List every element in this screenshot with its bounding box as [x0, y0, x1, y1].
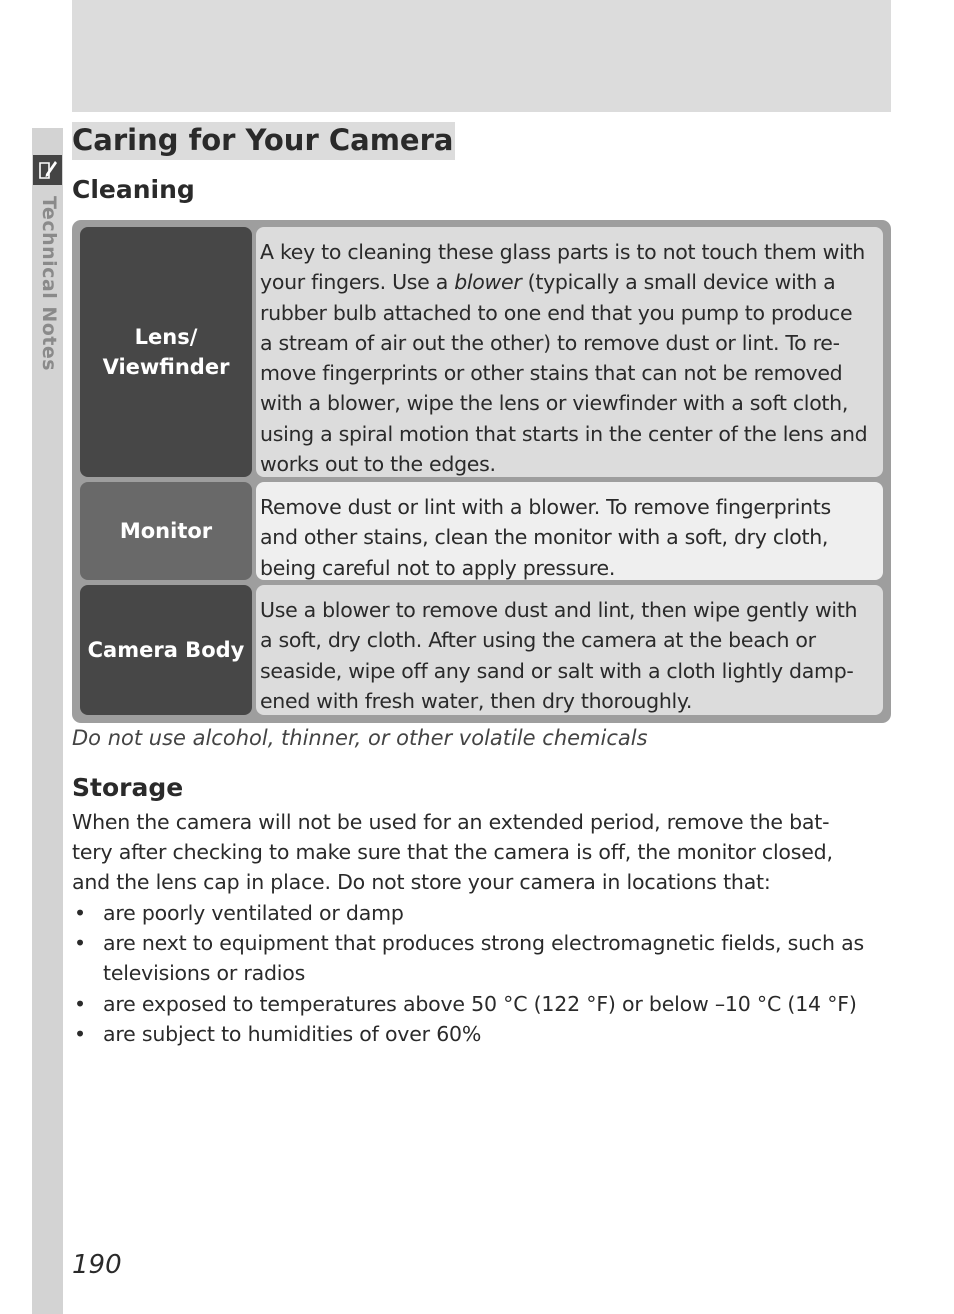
text-line: with a blower, wipe the lens or viewfinder with a soft cloth, [260, 391, 849, 416]
table-row-monitor [72, 482, 891, 580]
list-item: • are exposed to temperatures above 50 °C (122 °F) or below –10 °C (14 °F) [72, 989, 891, 1019]
table-row-camera-body [72, 585, 891, 715]
row-label-line: Monitor [119, 519, 213, 543]
text-line: Remove dust or lint with a blower. To remove fingerprints [260, 495, 831, 519]
page-title: Caring for Your Camera [72, 122, 455, 160]
row-text-lens-viewfinder [256, 227, 883, 477]
row-label-lens-viewfinder [80, 227, 252, 477]
text-line: A key to cleaning these glass parts is to not touch them with [260, 240, 865, 264]
storage-heading: Storage [72, 773, 184, 802]
table-row-lens-viewfinder [72, 227, 891, 477]
text-line: seaside, wipe off any sand or salt with a cloth lightly damp- [260, 658, 854, 683]
page-number: 190 [72, 1250, 122, 1280]
text-line: Use a blower to remove dust and lint, then wipe gently with [260, 598, 858, 622]
text-line: and other stains, clean the monitor with a soft, dry cloth, [260, 525, 829, 550]
list-item: • are poorly ventilated or damp [72, 898, 891, 928]
text-line: ened with fresh water, then dry thoroughly. [260, 688, 693, 713]
list-item: • are next to equipment that produces strong electromagnetic fields, such as televisions or radios [72, 928, 891, 988]
text-line: being careful not to apply pressure. [260, 555, 616, 580]
row-label-line: Camera Body [87, 638, 245, 662]
row-label-line: Lens/ [134, 325, 198, 349]
row-text-monitor [256, 482, 883, 580]
side-tab-label: Technical Notes [38, 196, 60, 372]
text-line: When the camera will not be used for an extended period, remove the bat- [72, 810, 830, 834]
cleaning-table [72, 220, 891, 723]
text-line: rubber bulb attached to one end that you pump to produce [260, 300, 853, 325]
text-line: move fingerprints or other stains that can not be removed [260, 361, 843, 386]
cleaning-warning: Do not use alcohol, thinner, or other volatile chemicals [72, 726, 648, 750]
text-line: tery after checking to make sure that the camera is off, the monitor closed, [72, 840, 833, 865]
text-line: works out to the edges. [260, 452, 496, 477]
row-label-line: Viewfinder [102, 355, 230, 379]
text-line: a soft, dry cloth. After using the camera at the beach or [260, 628, 816, 653]
row-label-camera-body [80, 585, 252, 715]
text-line: using a spiral motion that starts in the center of the lens and [260, 421, 868, 446]
emphasis-blower: blower [454, 270, 522, 295]
text-line: your fingers. Use a blower (typically a small device with a [260, 270, 836, 295]
header-band [72, 0, 891, 112]
storage-intro [72, 807, 891, 898]
row-text-camera-body [256, 585, 883, 715]
text-line: a stream of air out the other) to remove dust or lint. To re- [260, 330, 840, 355]
storage-bullet-list [72, 898, 891, 1049]
text-line: and the lens cap in place. Do not store your camera in locations that: [72, 870, 771, 895]
list-item: • are subject to humidities of over 60% [72, 1019, 891, 1049]
cleaning-heading: Cleaning [72, 175, 195, 204]
pencil-note-icon [33, 155, 62, 185]
row-label-monitor [80, 482, 252, 580]
